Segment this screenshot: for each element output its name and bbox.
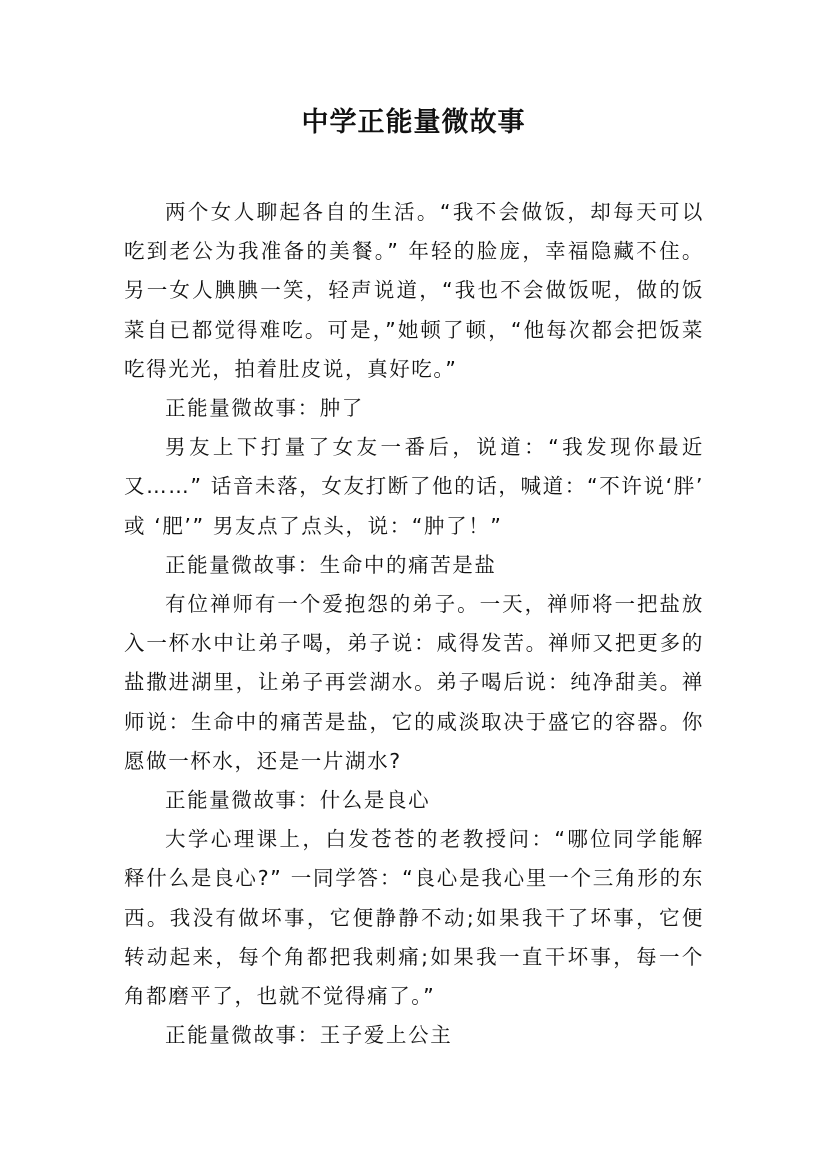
heading-swollen: 正能量微故事：肿了 [165,396,364,421]
paragraph-story-3: 有位禅师有一个爱抱怨的弟子。一天，禅师将一把盐放入一杯水中让弟子喝，弟子说：咸得发苦。禅师又把更多的盐撒进湖里，让弟子再尝湖水。弟子喝后说：纯净甜美。禅师说：生命中的痛苦是盐，它的咸淡取决于盛它的容器。你愿做一杯水，还是一片湖水? [124,592,704,773]
document-body [124,193,704,1055]
paragraph-story-4: 大学心理课上，白发苍苍的老教授问：“哪位同学能解释什么是良心?” 一同学答：“良心是我心里一个三角形的东西。我没有做坏事，它便静静不动;如果我干了坏事，它便转动起来，每个角都把我刺痛;如果我一直干坏事，每一个角都磨平了，也就不觉得痛了。” [124,827,704,1009]
paragraph-story-2: 男友上下打量了女友一番后，说道：“我发现你最近又……” 话音未落，女友打断了他的话，喊道：“不许说‘胖’ 或 ‘肥’” 男友点了点头，说：“肿了！” [124,435,704,538]
heading-prince-princess: 正能量微故事：王子爱上公主 [165,1023,453,1048]
heading-conscience: 正能量微故事：什么是良心 [165,788,431,813]
paragraph-story-1: 两个女人聊起各自的生活。“我不会做饭，却每天可以吃到老公为我准备的美餐。” 年轻的脸庞，幸福隐藏不住。另一女人腆腆一笑，轻声说道，“我也不会做饭呢，做的饭菜自已都觉得难吃。可是，”她顿了顿，“他每次都会把饭菜吃得光光，拍着肚皮说，真好吃。” [124,200,704,381]
heading-pain-is-salt: 正能量微故事：生命中的痛苦是盐 [165,552,497,577]
document-title: 中学正能量微故事 [301,107,526,138]
